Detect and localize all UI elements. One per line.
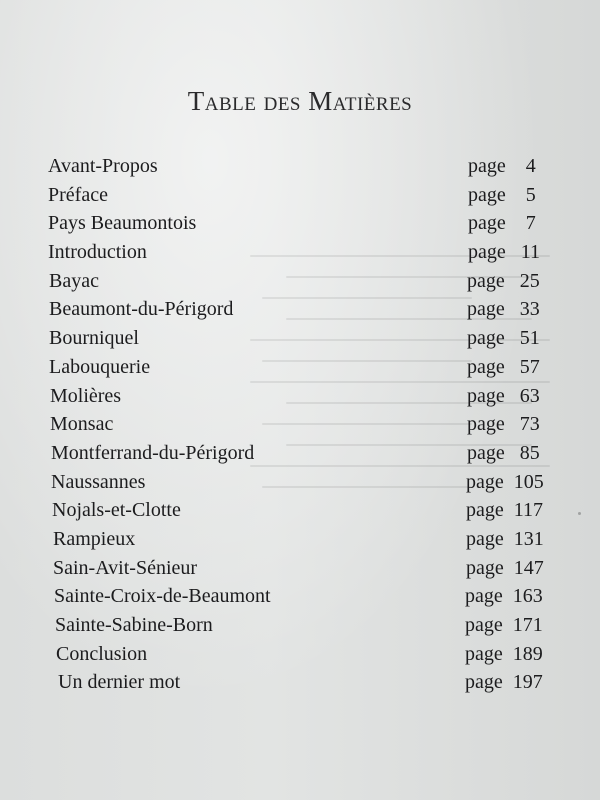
toc-entry-page: page 7 (468, 212, 536, 235)
toc-entry-page: page 51 (467, 327, 540, 350)
toc-entry-title: Beaumont-du-Périgord (49, 298, 234, 321)
toc-entry-title: Naussannes (51, 470, 146, 493)
toc-entry-title: Sainte-Sabine-Born (55, 614, 213, 636)
toc-entry (0, 413, 600, 442)
toc-entry-title: Pays Beaumontois (48, 212, 197, 235)
toc-entry (0, 585, 600, 614)
toc-entry-title: Avant-Propos (48, 155, 158, 177)
toc-entry-page: page 73 (467, 413, 540, 436)
toc-entry-page: page 5 (468, 183, 536, 206)
page-title: Table des Matières (187, 86, 413, 116)
toc-entry-page: page 57 (467, 355, 540, 378)
toc-entry (0, 499, 600, 528)
toc-entry (0, 385, 600, 414)
toc-entry-page: page 117 (466, 499, 544, 522)
toc-entry (0, 184, 600, 213)
toc-entry-title: Nojals-et-Clotte (52, 499, 181, 522)
toc-entry-title: Sain-Avit-Sénieur (53, 556, 198, 579)
toc-entry (0, 241, 600, 270)
toc-entry (0, 614, 600, 643)
toc-entry-title: Montferrand-du-Périgord (51, 441, 255, 464)
toc-entry-title: Introduction (48, 241, 147, 264)
toc-entry (0, 528, 600, 557)
paper-speck (578, 512, 581, 515)
toc-entry-title: Monsac (50, 413, 114, 436)
toc-entry-page: page 63 (467, 384, 540, 407)
toc-entry-page: page 147 (466, 556, 544, 579)
toc-entry (0, 442, 600, 471)
toc-entry-title: Préface (48, 183, 108, 206)
table-of-contents (0, 155, 600, 700)
toc-entry-title: Bourniquel (49, 327, 139, 350)
toc-entry (0, 356, 600, 385)
toc-entry (0, 671, 600, 700)
toc-entry-page: page 131 (466, 527, 544, 550)
toc-entry-page: page 171 (465, 614, 543, 636)
toc-entry (0, 327, 600, 356)
toc-entry-title: Un dernier mot (58, 671, 181, 694)
toc-entry-title: Bayac (49, 269, 99, 292)
toc-entry-title: Molières (50, 384, 122, 407)
toc-entry-title: Labouquerie (49, 355, 151, 378)
toc-entry-page: page 189 (465, 642, 543, 665)
toc-entry-page: page 197 (465, 671, 543, 694)
toc-entry (0, 270, 600, 299)
toc-entry (0, 643, 600, 672)
toc-entry (0, 471, 600, 500)
toc-entry-page: page 11 (468, 241, 541, 264)
toc-entry-title: Rampieux (53, 527, 136, 550)
toc-entry-page: page 25 (467, 269, 540, 292)
toc-entry-page: page 105 (466, 470, 544, 493)
toc-entry-page: page 163 (465, 585, 543, 608)
toc-entry (0, 155, 600, 184)
toc-entry (0, 557, 600, 586)
toc-entry-title: Sainte-Croix-de-Beaumont (54, 585, 271, 608)
toc-entry-page: page 85 (467, 441, 540, 464)
toc-entry (0, 212, 600, 241)
toc-entry-page: page 33 (467, 298, 540, 321)
toc-entry (0, 298, 600, 327)
toc-entry-page: page 4 (468, 155, 536, 177)
toc-entry-title: Conclusion (56, 642, 148, 665)
